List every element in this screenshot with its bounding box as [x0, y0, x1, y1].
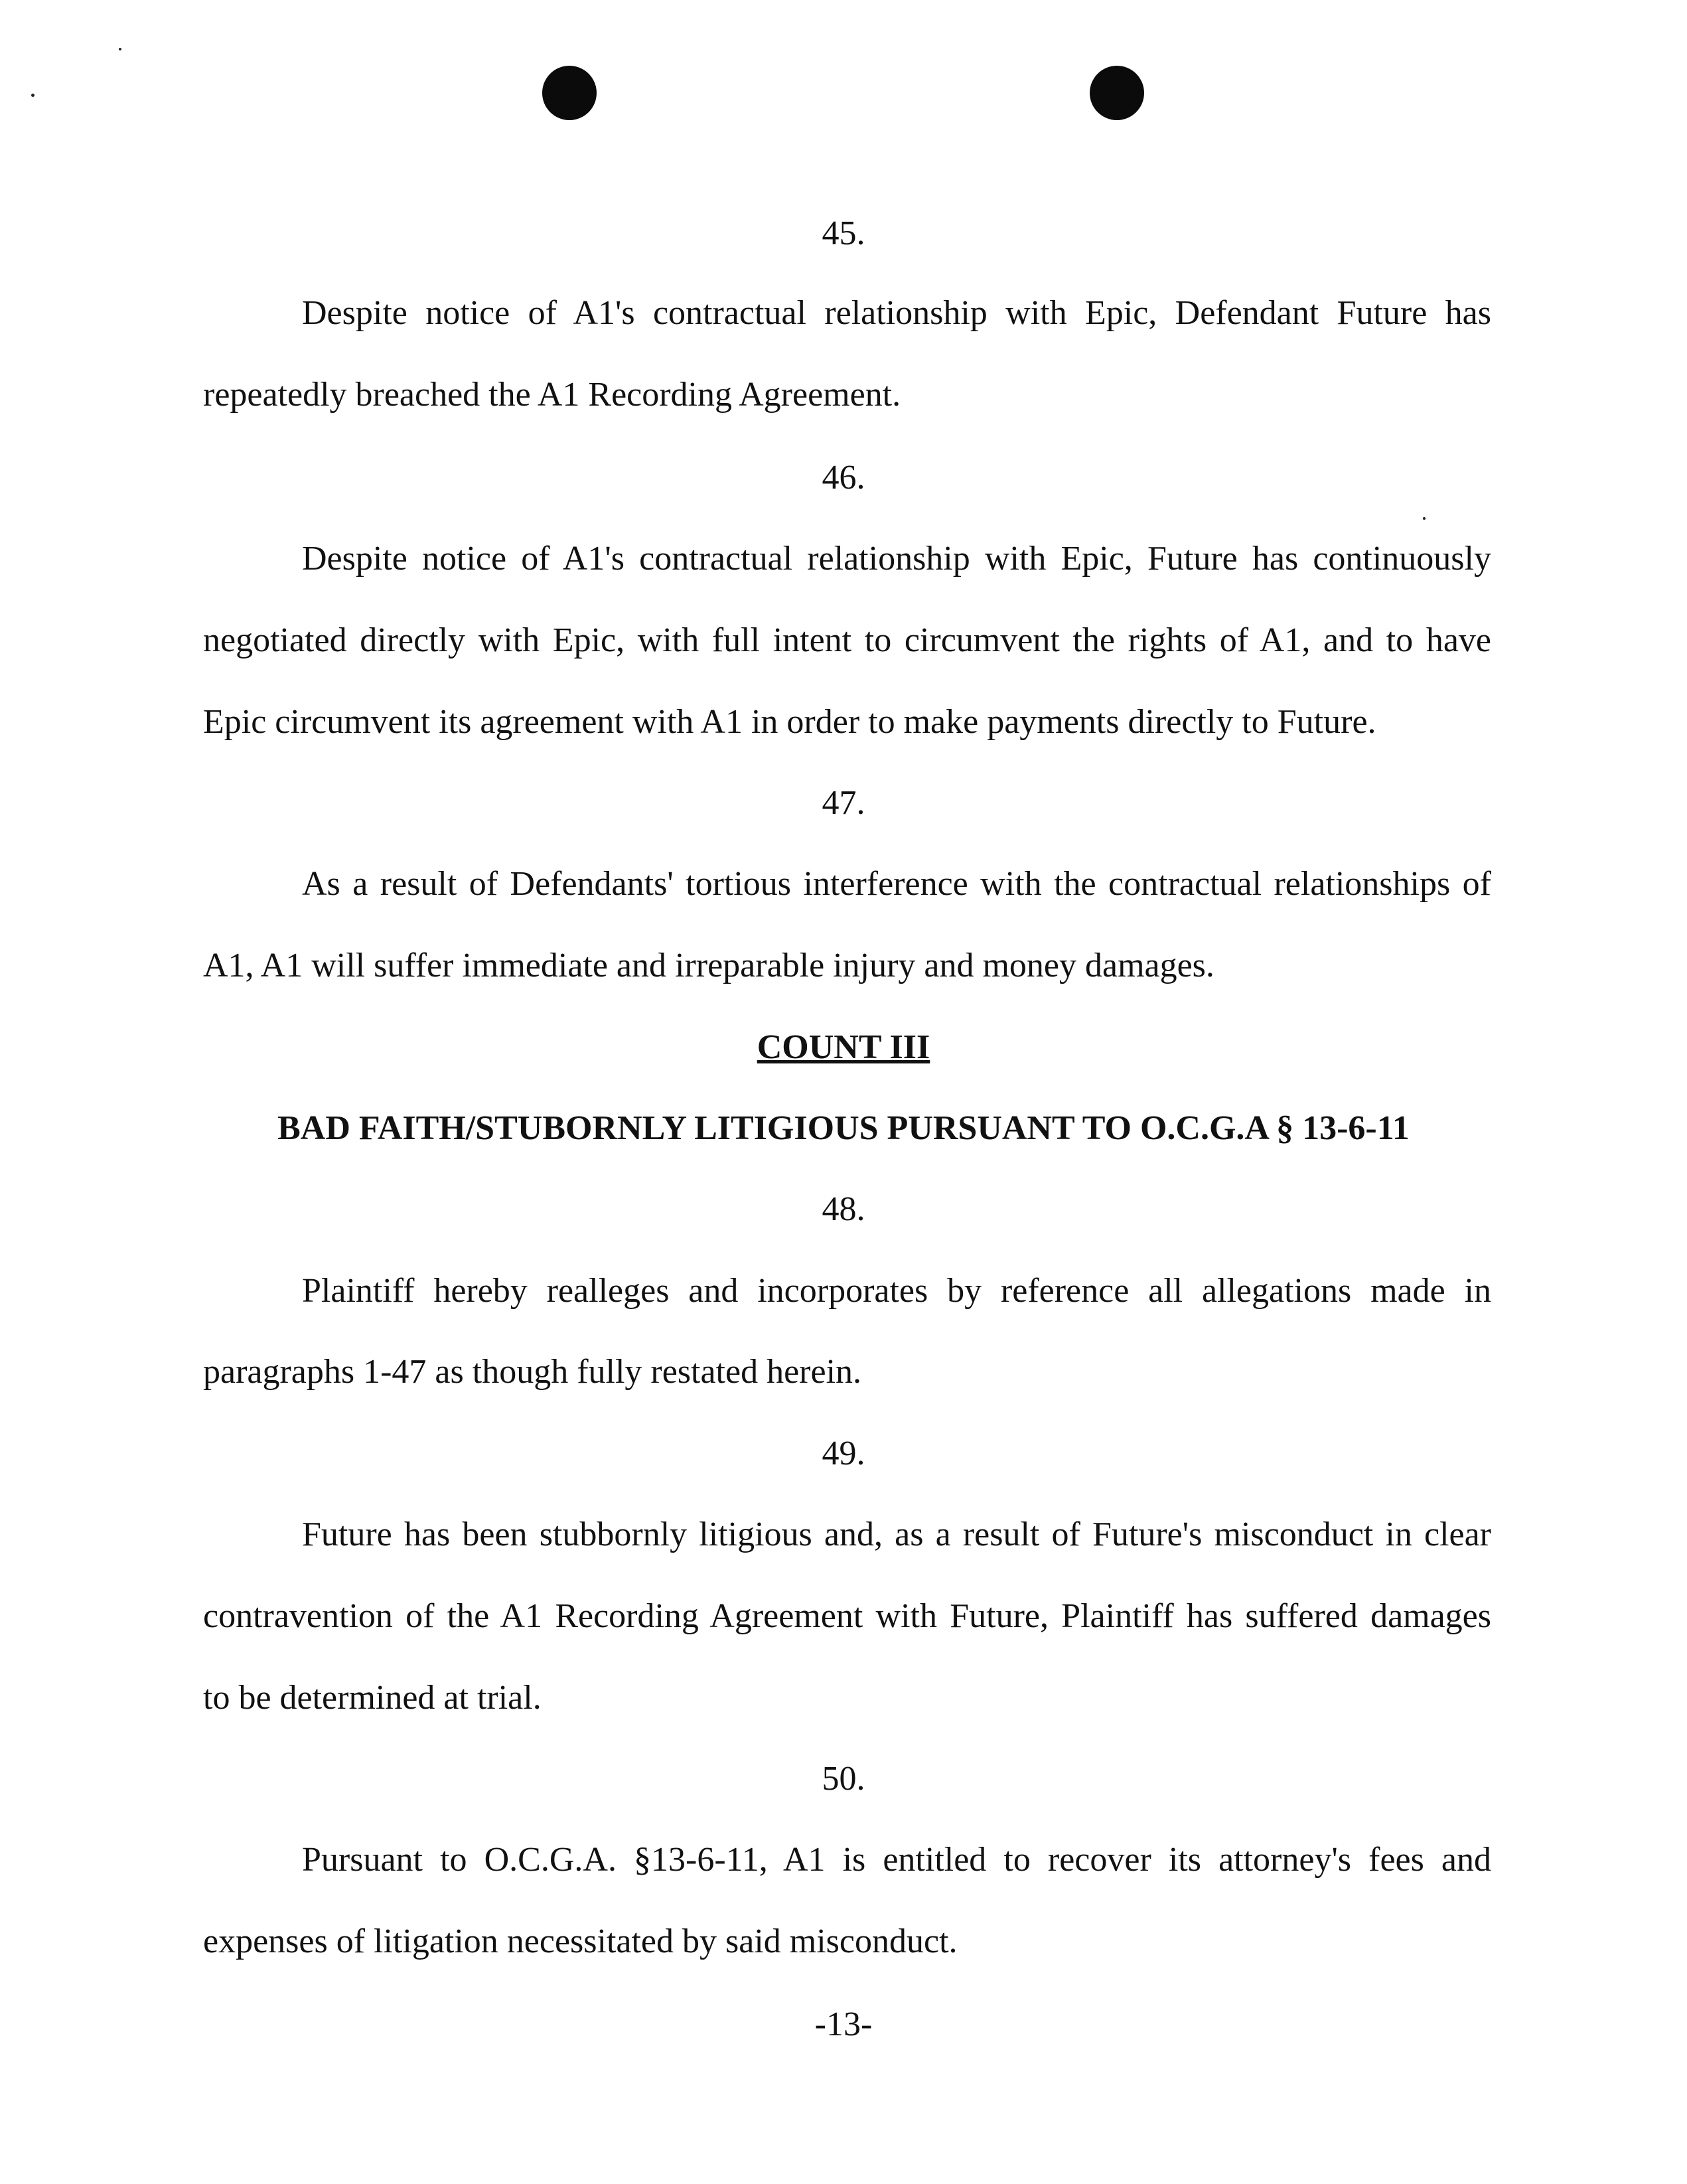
paragraph-line: to be determined at trial. [203, 1679, 542, 1717]
paragraph-line: Future has been stubbornly litigious and, as a result of Future's misconduct in clear [302, 1516, 1491, 1553]
paragraph-line: As a result of Defendants' tortious interference with the contractual relationships of [302, 865, 1491, 903]
count-heading: COUNT III [757, 1028, 930, 1066]
paragraph-line: Plaintiff hereby realleges and incorporates by reference all allegations made in [302, 1272, 1491, 1310]
paragraph-number: 48. [822, 1190, 865, 1228]
paragraph-line: negotiated directly with Epic, with full intent to circumvent the rights of A1, and to have [203, 621, 1491, 659]
paragraph-line: Epic circumvent its agreement with A1 in order to make payments directly to Future. [203, 703, 1376, 741]
paragraph-line: Despite notice of A1's contractual relationship with Epic, Future has continuously [302, 540, 1491, 578]
paragraph-line: Despite notice of A1's contractual relationship with Epic, Defendant Future has [302, 294, 1491, 332]
paragraph-number: 46. [822, 459, 865, 497]
paragraph-line: repeatedly breached the A1 Recording Agreement. [203, 376, 901, 414]
count-subheading: BAD FAITH/STUBORNLY LITIGIOUS PURSUANT TO O.C.G.A § 13-6-11 [277, 1109, 1410, 1147]
paragraph-line: paragraphs 1-47 as though fully restated herein. [203, 1353, 862, 1391]
paragraph-line: expenses of litigation necessitated by said misconduct. [203, 1922, 958, 1960]
paragraph-line: A1, A1 will suffer immediate and irreparable injury and money damages. [203, 947, 1214, 984]
paragraph-line: Pursuant to O.C.G.A. §13-6-11, A1 is entitled to recover its attorney's fees and [302, 1841, 1491, 1879]
paragraph-number: 50. [822, 1760, 865, 1798]
paragraph-line: contravention of the A1 Recording Agreement with Future, Plaintiff has suffered damages [203, 1597, 1491, 1635]
page-number: -13- [814, 2005, 873, 2043]
paragraph-number: 49. [822, 1435, 865, 1472]
paragraph-number: 47. [822, 784, 865, 822]
paragraph-number: 45. [822, 214, 865, 252]
